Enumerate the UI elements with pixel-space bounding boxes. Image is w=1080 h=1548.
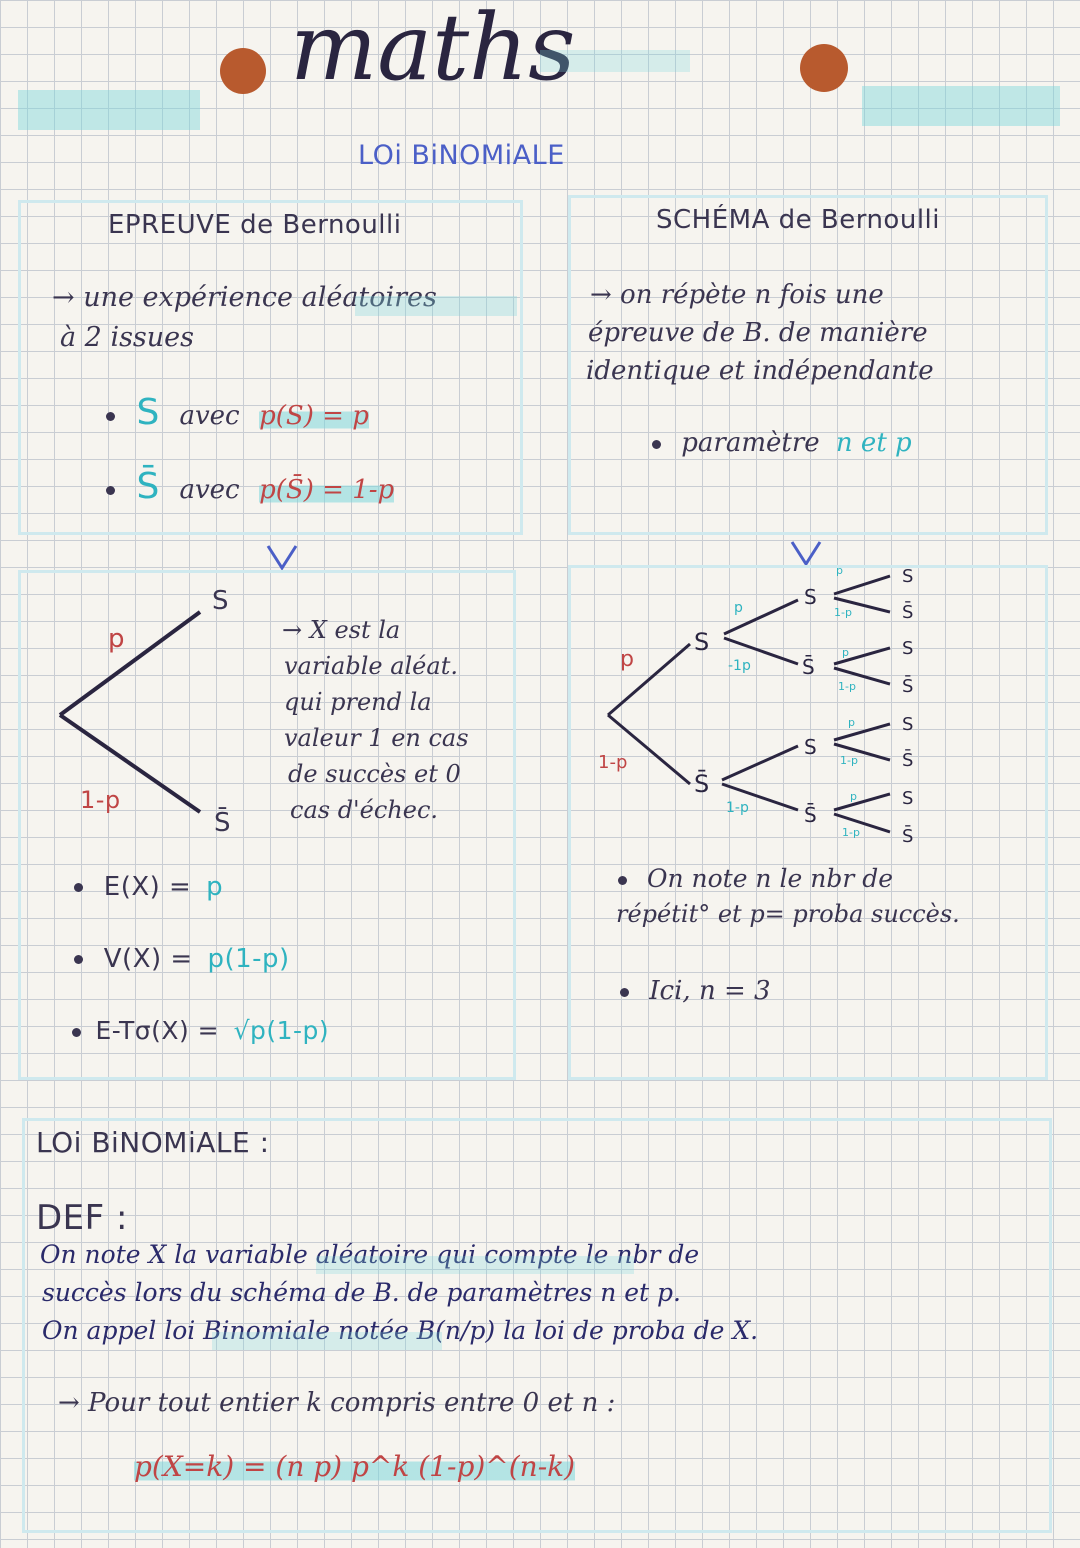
scheme-parameters: [652, 428, 912, 458]
bullet-dot: [74, 955, 83, 964]
hl-variable: [316, 1256, 634, 1274]
scheme-note-1-line1: On note n le nbr de: [646, 864, 894, 893]
tree-small-leaf-bottom: S̄: [214, 808, 232, 838]
bullet-dot: [74, 883, 83, 892]
big-label-p-6: p: [850, 790, 857, 803]
big-node-s-1: S: [694, 628, 710, 656]
binder-hole-left: [220, 48, 266, 94]
big-label-p: p: [620, 647, 634, 672]
def-line-2: succès lors du schéma de B. de paramètres n et p.: [42, 1278, 681, 1307]
tree-small-leaf-top: S: [212, 586, 230, 616]
formula-expectation: [74, 872, 223, 902]
param-value: n et p: [835, 428, 912, 458]
binomial-formula: p(X=k) = (n p) p^k (1-p)^(n-k): [134, 1450, 576, 1483]
bernoulli-item-success: [106, 392, 369, 433]
binder-hole-right: [800, 44, 848, 92]
bullet-dot: [618, 876, 627, 885]
tree-note-2: variable aléat.: [284, 652, 458, 680]
title-deco-right: [862, 86, 1060, 126]
big-label-1-p-2: 1-p: [726, 800, 749, 816]
big-leaf-2: S̄: [902, 602, 914, 623]
page-title: maths: [290, 0, 576, 101]
scheme-note-2: [620, 976, 771, 1006]
tree-small-branch-bottom: 1-p: [80, 786, 121, 814]
bernoulli-trial-desc-1: → une expérience aléatoires: [52, 282, 437, 313]
tree-small-lines: [50, 600, 230, 830]
symbol-s-bar: S̄: [136, 466, 160, 507]
tree-small-branch-top: p: [108, 624, 126, 654]
expectation-value: p: [206, 872, 224, 902]
big-label-1-p-5: 1-p: [840, 754, 858, 767]
tree-note-5: de succès et 0: [288, 760, 461, 788]
big-label-1-p-6: 1-p: [842, 826, 860, 839]
scheme-note-1-line2: répétit° et p= proba succès.: [616, 900, 960, 928]
bullet-dot: [620, 988, 629, 997]
binomial-heading: LOi BiNOMiALE :: [36, 1126, 270, 1159]
bernoulli-scheme-heading: SCHÉMA de Bernoulli: [656, 205, 940, 235]
big-node-sbar-2b: S̄: [804, 803, 817, 827]
bullet-dot: [106, 486, 115, 495]
big-label-1-p-3: 1-p: [834, 606, 852, 619]
binomial-rule: → Pour tout entier k compris entre 0 et n :: [58, 1388, 616, 1418]
formula-variance: [74, 944, 290, 974]
big-label-1p: -1p: [728, 658, 751, 674]
def-line-3: On appel loi Binomiale notée B(n/p) la loi de proba de X.: [42, 1316, 759, 1345]
eq-p-s: p(S) = p: [259, 401, 369, 431]
big-node-sbar-2a: S̄: [802, 655, 815, 679]
big-node-s-2a: S: [804, 585, 817, 609]
arrow-down-left: [262, 538, 302, 574]
word-avec: avec: [179, 401, 240, 431]
title-underline: [540, 50, 690, 72]
tree-note-4: valeur 1 en cas: [284, 724, 469, 752]
big-leaf-3: S: [902, 638, 914, 659]
param-label: paramètre: [681, 428, 820, 458]
title-deco-left: [18, 90, 200, 130]
scheme-note-2-text: Ici, n = 3: [649, 976, 771, 1006]
big-label-p-3: p: [836, 564, 843, 577]
big-leaf-1: S: [902, 566, 914, 587]
tree-note-6: cas d'échec.: [290, 796, 439, 824]
page-subtitle: LOi BiNOMiALE: [358, 140, 565, 171]
std-dev-value: √p(1-p): [233, 1016, 330, 1045]
big-leaf-6: S̄: [902, 750, 914, 771]
variance-value: p(1-p): [207, 944, 290, 974]
big-label-1-p: 1-p: [598, 752, 628, 773]
def-line-1: On note X la variable aléatoire qui compte le nbr de: [40, 1240, 700, 1269]
scheme-line-3: identique et indépendante: [586, 356, 934, 386]
hl-aleatoire: [355, 296, 517, 316]
def-label: DEF :: [36, 1198, 128, 1238]
big-leaf-4: S̄: [902, 676, 914, 697]
scheme-note-1: [618, 864, 893, 893]
std-dev-label: E-Tσ(X) =: [95, 1016, 220, 1045]
big-node-s-2b: S: [804, 735, 817, 759]
scheme-line-1: → on répète n fois une: [590, 280, 884, 310]
tree-note-1: → X est la: [282, 616, 401, 644]
tree-big: [598, 560, 938, 860]
symbol-s: S: [136, 392, 160, 433]
big-leaf-8: S̄: [902, 826, 914, 847]
bernoulli-trial-heading: EPREUVE de Bernoulli: [108, 210, 402, 240]
big-node-sbar-1: S̄: [694, 770, 710, 798]
expectation-label: E(X) =: [103, 872, 192, 902]
variance-label: V(X) =: [103, 944, 193, 974]
big-label-p-4: p: [842, 646, 849, 659]
tree-note-3: qui prend la: [284, 688, 432, 716]
bullet-dot: [652, 440, 661, 449]
scheme-line-2: épreuve de B. de manière: [588, 318, 928, 348]
bullet-dot: [106, 412, 115, 421]
eq-p-s-bar: p(S̄) = 1-p: [259, 475, 395, 505]
hl-loi-binomiale: [212, 1332, 442, 1350]
formula-std-dev: [72, 1016, 329, 1045]
big-label-p-5: p: [848, 716, 855, 729]
bullet-dot: [72, 1028, 81, 1037]
big-label-p-2: p: [734, 600, 743, 616]
bernoulli-trial-desc-2: à 2 issues: [60, 322, 195, 353]
bernoulli-item-failure: [106, 466, 394, 507]
big-leaf-7: S: [902, 788, 914, 809]
word-avec: avec: [179, 475, 240, 505]
big-label-1-p-4: 1-p: [838, 680, 856, 693]
big-leaf-5: S: [902, 714, 914, 735]
